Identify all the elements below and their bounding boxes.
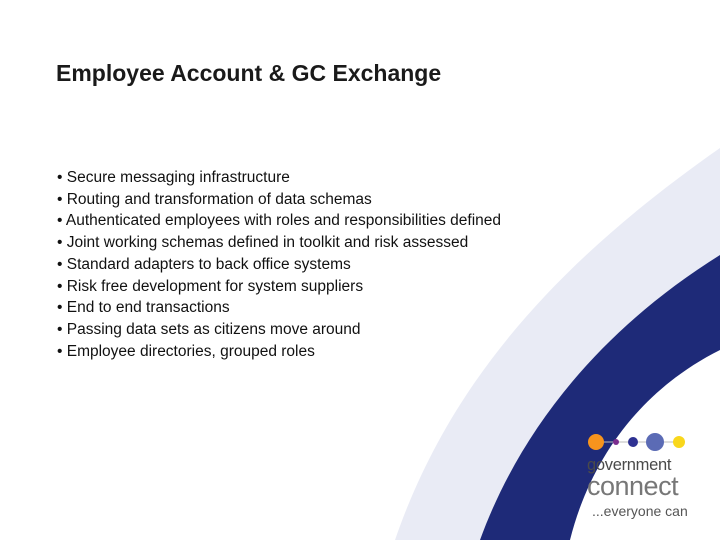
logo-dot-yellow	[673, 436, 685, 448]
logo-tagline: ...everyone can	[592, 503, 688, 519]
logo-dot-orange	[588, 434, 604, 450]
bullet-item: • Routing and transformation of data schemas	[57, 189, 501, 211]
logo-dot-navy	[628, 437, 638, 447]
bullet-item: • Employee directories, grouped roles	[57, 341, 501, 363]
bullet-list	[57, 167, 501, 362]
bullet-item: • Authenticated employees with roles and responsibilities defined	[57, 210, 501, 232]
logo-government-text: government	[587, 456, 672, 474]
bullet-item: • Secure messaging infrastructure	[57, 167, 501, 189]
logo-dot-purple	[613, 439, 619, 445]
bullet-item: • Risk free development for system suppliers	[57, 276, 501, 298]
logo-dots-icon	[584, 430, 694, 456]
government-connect-logo	[584, 430, 694, 520]
bullet-item: • Standard adapters to back office systems	[57, 254, 501, 276]
bullet-item: • End to end transactions	[57, 297, 501, 319]
logo-dot-blue	[646, 433, 664, 451]
bullet-item: • Passing data sets as citizens move around	[57, 319, 501, 341]
logo-connect-text: connect	[587, 471, 679, 501]
slide-title: Employee Account & GC Exchange	[56, 60, 442, 86]
bullet-item: • Joint working schemas defined in toolkit and risk assessed	[57, 232, 501, 254]
